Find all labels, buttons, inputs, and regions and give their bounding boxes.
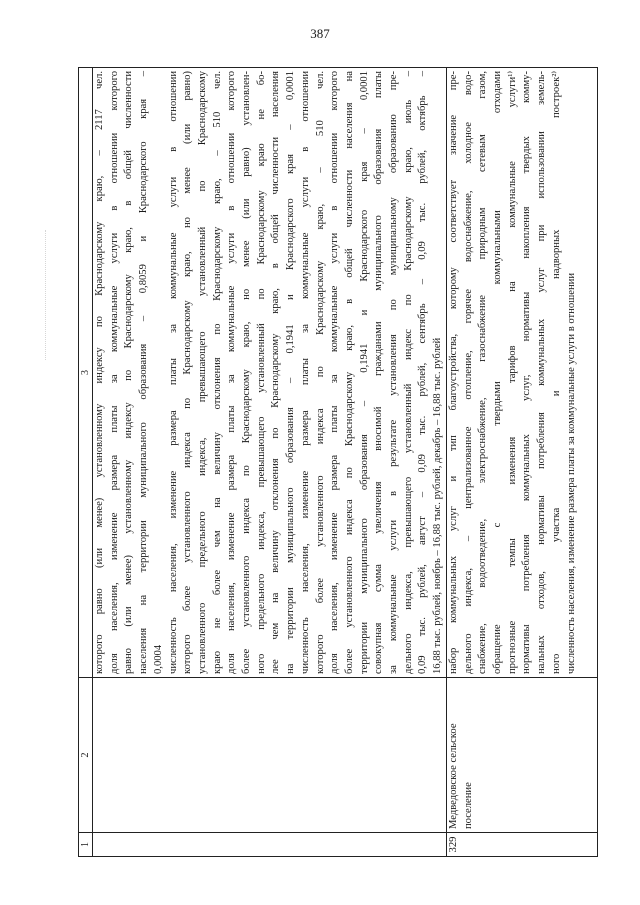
text-line: за коммунальные услуги в результате установления по муниципальному образованию пре- bbox=[388, 71, 400, 674]
text-line: равно (или менее) установленному индексу по Краснодарскому краю, в общей численности bbox=[123, 71, 135, 674]
text-line: которого более установленного индекса по Краснодарскому краю, – 510 чел. bbox=[314, 71, 326, 674]
header-col-2: 2 bbox=[79, 678, 93, 833]
text-line: дельного индекса, – централизованное отопление, горячее водоснабжение, холодное водо- bbox=[462, 71, 474, 674]
text-line: дельного индекса, превышающего установленный индекс по Краснодарскому краю, июль – bbox=[402, 71, 414, 674]
text-line: доля населения, изменение размера платы за коммунальные услуги в отношении которого bbox=[329, 71, 341, 674]
text-line: территории муниципального образования – 0,1941 и Краснодарского края – 0,0001 bbox=[358, 71, 370, 674]
rotated-table-wrapper bbox=[78, 67, 598, 857]
table-row-329 bbox=[446, 68, 597, 857]
faint-stamp-mark bbox=[45, 230, 60, 360]
text-line: совокупная сумма увеличения вносимой гражданами муниципального образования платы bbox=[373, 71, 385, 674]
text-line: ного участка и надворных построек²⁾ bbox=[550, 71, 562, 674]
settlement-cell: Медведовское сельское поселение bbox=[446, 678, 597, 833]
description-text bbox=[93, 71, 446, 674]
text-line: численность населения, изменение размера платы за коммунальные услуги в отношении bbox=[167, 71, 179, 674]
text-line: доля населения, изменение размера платы за коммунальные услуги в отношении которого bbox=[226, 71, 238, 674]
text-line: численность населения, изменение размера платы за коммунальные услуги в отношении bbox=[299, 71, 311, 674]
row-number-cell bbox=[93, 833, 447, 857]
text-line: снабжение, водоотведение, электроснабжение, газоснабжение природным сетевым газом, bbox=[477, 71, 489, 674]
description-cell bbox=[446, 68, 597, 678]
text-line: более установленного индекса по Краснодарскому краю, в общей численности населения на bbox=[343, 71, 355, 674]
header-col-3: 3 bbox=[79, 68, 93, 678]
text-line: ного предельного индекса, превышающего установленный по Краснодарскому краю не бо- bbox=[255, 71, 267, 674]
table-header-row bbox=[79, 68, 93, 857]
utility-index-table bbox=[78, 67, 598, 857]
text-line: краю не более чем на величину отклонения по Краснодарскому краю, – 510 чел. bbox=[211, 71, 223, 674]
settlement-cell bbox=[93, 678, 447, 833]
text-line: 16,88 тыс. рублей, ноябрь – 16,88 тыс. рублей, декабрь – 16,88 тыс. рублей bbox=[432, 337, 444, 674]
table-frame bbox=[78, 67, 598, 857]
text-line: более установленного индекса по Краснодарскому краю, но менее (или равно) установлен- bbox=[241, 71, 253, 674]
header-col-1: 1 bbox=[79, 833, 93, 857]
text-line: обращение с твердыми коммунальными отходами bbox=[491, 71, 503, 674]
table-row-continued bbox=[93, 68, 447, 857]
description-text bbox=[447, 71, 579, 674]
text-line: установленного предельного индекса, превышающего установленный по Краснодарскому bbox=[196, 71, 208, 674]
text-line: 0,0004 bbox=[152, 644, 164, 674]
text-line: доля населения, изменение размера платы за коммунальные услуги в отношении которого bbox=[108, 71, 120, 674]
text-line: на территории муниципального образования – 0,1941 и Краснодарского края – 0,0001 bbox=[285, 71, 297, 674]
text-line: нальных отходов, нормативы потребления коммунальных услуг при использовании земель- bbox=[536, 71, 548, 674]
page-number: 387 bbox=[310, 26, 330, 41]
text-line: набор коммунальных услуг и тип благоустройства, которому соответствует значение пре- bbox=[447, 71, 459, 674]
text-line: которого более установленного индекса по Краснодарскому краю, но менее (или равно) bbox=[182, 71, 194, 674]
text-line: населения на территории муниципального образования – 0,8059 и Краснодарского края – bbox=[138, 71, 150, 674]
text-line: нормативы потребления коммунальных услуг, нормативы накопления твердых комму- bbox=[521, 71, 533, 674]
text-line: лее чем на величину отклонения по Краснодарскому краю, в общей численности населения bbox=[270, 71, 282, 674]
text-line: 0,09 тыс. рублей, август – 0,09 тыс. рублей, сентябрь – 0,09 тыс. рублей, октябрь – bbox=[417, 71, 429, 674]
text-line: прогнозные темпы изменения тарифов на коммунальные услуги¹⁾ bbox=[506, 71, 518, 674]
text-line: которого равно (или менее) установленному индексу по Краснодарскому краю, – 2117 чел. bbox=[94, 71, 105, 674]
row-number-cell: 329 bbox=[446, 833, 597, 857]
text-line: численность населения, изменение размера платы за коммунальные услуги в отношении bbox=[565, 272, 577, 674]
description-cell bbox=[93, 68, 447, 678]
